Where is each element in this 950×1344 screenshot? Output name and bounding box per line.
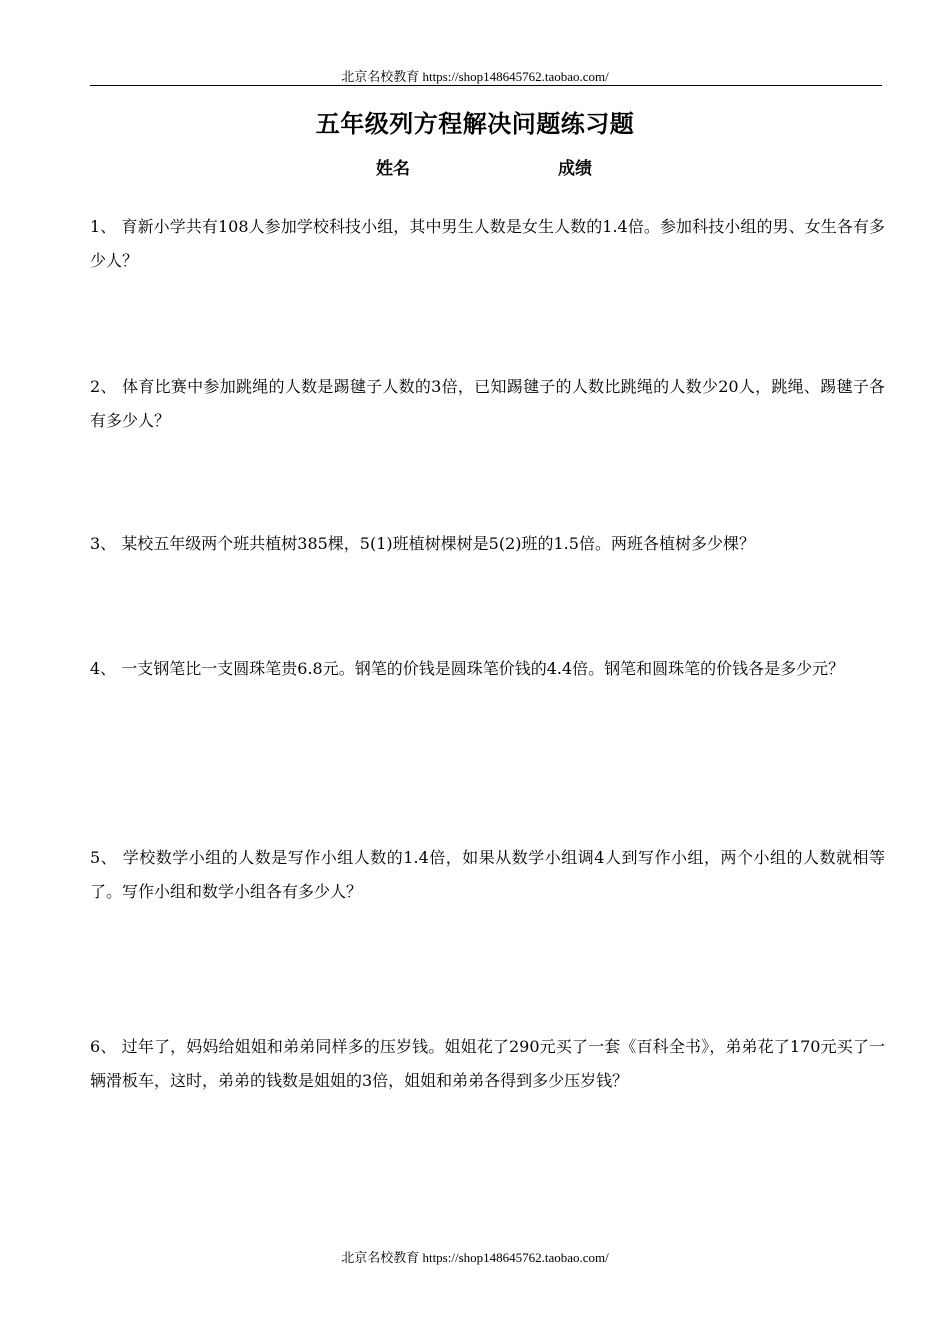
page-footer: 北京名校教育 https://shop148645762.taobao.com/ [341,1250,609,1265]
question-text: 4、 一支钢笔比一支圆珠笔贵6.8元。钢笔的价钱是圆珠笔价钱的4.4倍。钢笔和圆珠笔的价钱各是多少元？ [90,659,845,678]
question-2 [90,370,885,438]
question-text: 6、 过年了，妈妈给姐姐和弟弟同样多的压岁钱。姐姐花了290元买了一套《百科全书》，弟弟花了170元买了一辆滑板车，这时，弟弟的钱数是姐姐的3倍，姐姐和弟弟各得到多少压岁钱？ [90,1037,885,1090]
name-label: 姓名 [376,159,410,179]
question-6 [90,1030,885,1098]
page-header: 北京名校教育 https://shop148645762.taobao.com/ [341,69,609,84]
question-5 [90,841,885,909]
question-text: 5、 学校数学小组的人数是写作小组人数的1.4倍，如果从数学小组调4人到写作小组，两个小组的人数就相等了。写作小组和数学小组各有多少人？ [90,848,885,901]
score-label: 成绩 [558,159,592,179]
question-text: 3、 某校五年级两个班共植树385棵，5(1)班植树棵树是5(2)班的1.5倍。两班各植树多少棵？ [90,534,755,553]
question-3 [90,527,885,561]
question-text: 1、 育新小学共有108人参加学校科技小组，其中男生人数是女生人数的1.4倍。参加科技小组的男、女生各有多少人？ [90,217,885,270]
question-4 [90,652,885,686]
question-text: 2、 体育比赛中参加跳绳的人数是踢毽子人数的3倍，已知踢毽子的人数比跳绳的人数少20人，跳绳、踢毽子各有多少人？ [90,377,885,430]
worksheet-title: 五年级列方程解决问题练习题 [315,109,635,138]
header-divider [90,85,882,86]
question-1 [90,210,885,278]
